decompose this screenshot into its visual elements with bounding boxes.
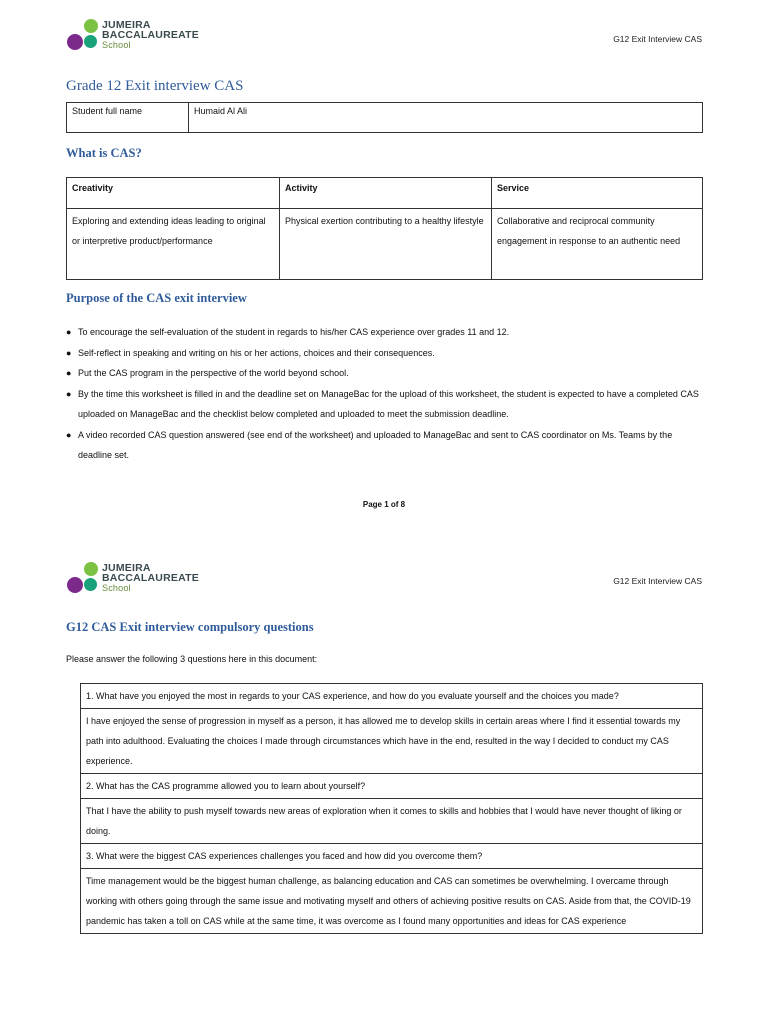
logo-line-2: BACCALAUREATE (102, 572, 199, 584)
list-item: ● Put the CAS program in the perspective of the world beyond school. (66, 363, 706, 384)
purpose-list (66, 322, 706, 466)
cas-definition-table (66, 177, 703, 280)
cas-header-creativity: Creativity (67, 178, 280, 209)
document-page-2 (0, 540, 768, 1024)
what-is-cas-heading: What is CAS? (66, 146, 142, 160)
page-header-title: G12 Exit Interview CAS (613, 576, 702, 586)
cas-header-service: Service (492, 178, 703, 209)
qa-table (80, 683, 703, 934)
student-name-table (66, 102, 703, 133)
answer-3: Time management would be the biggest human challenge, as balancing education and CAS can sometimes be overwhelming. I overcame through working with others going through the same issue and motivating myself and others of achieving positive results on CAS. Aside from that, the COVID-19 pandemic has taken a toll on CAS while at the same time, it was overcome as I found many opportunities and ideas for CAS experience (81, 869, 703, 934)
question-2: 2. What has the CAS programme allowed you to learn about yourself? (81, 774, 703, 799)
list-item: ● A video recorded CAS question answered (see end of the worksheet) and uploaded to ManageBac and sent to CAS coordinator on Ms. Teams by the deadline set. (66, 425, 706, 466)
bullet-icon: ● (66, 347, 72, 358)
list-item: ● Self-reflect in speaking and writing on his or her actions, choices and their consequences. (66, 343, 706, 364)
list-item: ● By the time this worksheet is filled in and the deadline set on ManageBac for the upload of this worksheet, the student is expected to have a completed CAS uploaded on ManageBac and the checklist below completed and uploaded to meet the submission deadline. (66, 384, 706, 425)
bullet-icon: ● (66, 368, 72, 378)
answer-2: That I have the ability to push myself towards new areas of exploration when it comes to skills and hobbies that I would have never thought of liking or doing. (81, 799, 703, 844)
bullet-icon: ● (66, 388, 72, 399)
page-header-title: G12 Exit Interview CAS (613, 34, 702, 44)
questions-heading: G12 CAS Exit interview compulsory questions (66, 620, 314, 634)
question-3: 3. What were the biggest CAS experiences challenges you faced and how did you overcome them? (81, 844, 703, 869)
logo-line-3: School (102, 40, 131, 50)
logo-line-2: BACCALAUREATE (102, 29, 199, 41)
purpose-heading: Purpose of the CAS exit interview (66, 291, 247, 305)
bullet-icon: ● (66, 429, 72, 440)
list-item: ● To encourage the self-evaluation of the student in regards to his/her CAS experience over grades 11 and 12. (66, 322, 706, 343)
page-footer: Page 1 of 8 (362, 500, 406, 509)
logo-mark-icon (66, 19, 100, 51)
question-1: 1. What have you enjoyed the most in regards to your CAS experience, and how do you evaluate yourself and the choices you made? (81, 684, 703, 709)
page-title: Grade 12 Exit interview CAS (66, 78, 244, 94)
student-name-label: Student full name (67, 103, 189, 133)
school-logo (66, 19, 199, 51)
cas-desc-service: Collaborative and reciprocal community engagement in response to an authentic need (492, 209, 703, 280)
logo-mark-icon (66, 562, 100, 594)
answer-1: I have enjoyed the sense of progression in myself as a person, it has allowed me to develop skills in certain areas where I find it essential towards my path into adulthood. Evaluating the choices I made through circumstances which have in the end, resulted in the way I decided to conduct my CAS experience. (81, 709, 703, 774)
questions-intro: Please answer the following 3 questions here in this document: (66, 654, 318, 664)
cas-header-activity: Activity (280, 178, 492, 209)
logo-line-3: School (102, 583, 131, 593)
cas-desc-creativity: Exploring and extending ideas leading to original or interpretive product/performance (67, 209, 280, 280)
student-name-value: Humaid Al Ali (189, 103, 703, 133)
logo-line-1: JUMEIRA (102, 562, 151, 574)
cas-desc-activity: Physical exertion contributing to a healthy lifestyle (280, 209, 492, 280)
school-logo (66, 562, 199, 594)
bullet-icon: ● (66, 327, 72, 337)
logo-line-1: JUMEIRA (102, 19, 151, 31)
